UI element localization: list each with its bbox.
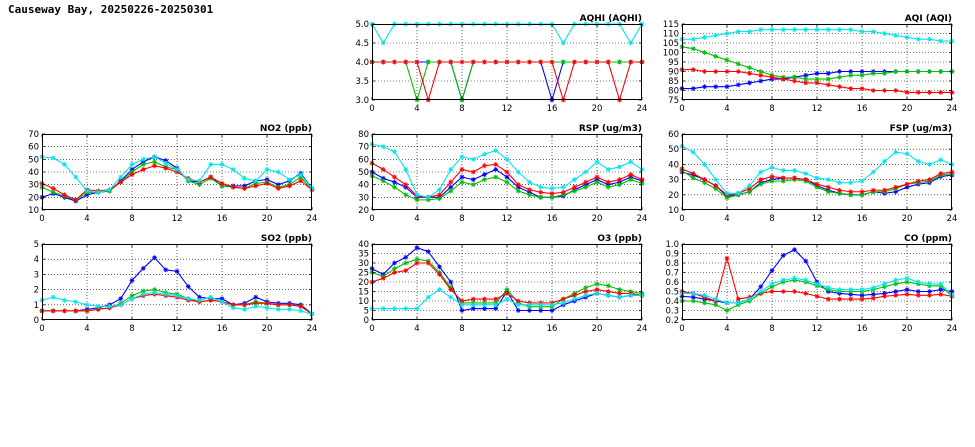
chart-title: AQHI (AQHI) <box>579 14 642 24</box>
svg-text:0.6: 0.6 <box>665 278 679 288</box>
svg-text:0.3: 0.3 <box>665 306 679 317</box>
chart-title: RSP (ug/m3) <box>578 124 642 134</box>
svg-text:24: 24 <box>306 214 318 224</box>
svg-text:60: 60 <box>28 142 39 153</box>
svg-text:0.8: 0.8 <box>665 259 679 269</box>
chart-title: SO2 (ppb) <box>260 234 312 244</box>
svg-text:16: 16 <box>856 104 868 114</box>
svg-text:20: 20 <box>591 324 603 334</box>
svg-text:5.0: 5.0 <box>355 20 369 30</box>
svg-text:0: 0 <box>369 324 375 334</box>
chart-panel-co <box>650 232 960 340</box>
svg-text:3.5: 3.5 <box>355 77 369 87</box>
svg-text:110: 110 <box>662 29 679 40</box>
svg-text:4: 4 <box>724 104 730 114</box>
svg-text:0: 0 <box>679 214 685 224</box>
chart-title: O3 (ppb) <box>597 234 642 244</box>
svg-text:24: 24 <box>946 324 958 334</box>
svg-text:20: 20 <box>901 214 913 224</box>
chart-panel-o3 <box>340 232 650 340</box>
svg-text:16: 16 <box>546 104 558 114</box>
svg-text:5: 5 <box>363 306 369 317</box>
page-title: Causeway Bay, 20250226-20250301 <box>8 3 214 16</box>
svg-text:10: 10 <box>668 206 679 216</box>
svg-text:0: 0 <box>363 316 369 326</box>
svg-text:12: 12 <box>811 214 823 224</box>
svg-text:1: 1 <box>33 300 39 311</box>
svg-text:40: 40 <box>358 180 369 191</box>
svg-text:8: 8 <box>459 214 465 224</box>
svg-text:5: 5 <box>33 240 39 250</box>
svg-text:100: 100 <box>662 48 679 59</box>
svg-text:80: 80 <box>358 130 369 140</box>
svg-text:10: 10 <box>28 206 39 216</box>
svg-text:4.5: 4.5 <box>355 39 369 49</box>
svg-text:50: 50 <box>28 155 39 166</box>
chart-title: NO2 (ppb) <box>259 124 312 134</box>
svg-text:12: 12 <box>501 214 513 224</box>
svg-text:0.9: 0.9 <box>665 249 679 260</box>
svg-text:35: 35 <box>358 249 369 260</box>
svg-text:16: 16 <box>546 324 558 334</box>
svg-text:40: 40 <box>358 240 369 250</box>
svg-text:8: 8 <box>769 104 775 114</box>
svg-text:105: 105 <box>662 39 679 49</box>
svg-text:15: 15 <box>358 287 369 298</box>
svg-text:115: 115 <box>662 20 679 30</box>
svg-text:20: 20 <box>261 214 273 224</box>
svg-text:0: 0 <box>679 104 685 114</box>
svg-text:10: 10 <box>358 297 369 307</box>
svg-text:30: 30 <box>28 180 39 191</box>
svg-text:2: 2 <box>33 285 39 296</box>
svg-text:50: 50 <box>358 168 369 178</box>
svg-text:24: 24 <box>636 214 648 224</box>
svg-text:95: 95 <box>668 58 679 68</box>
svg-text:40: 40 <box>668 160 679 171</box>
svg-text:30: 30 <box>358 193 369 204</box>
svg-text:70: 70 <box>358 142 369 153</box>
svg-text:4: 4 <box>414 324 420 334</box>
svg-text:20: 20 <box>591 214 603 224</box>
svg-text:0.2: 0.2 <box>665 316 679 326</box>
chart-panel-rsp <box>340 122 650 230</box>
svg-text:80: 80 <box>668 86 679 97</box>
svg-text:12: 12 <box>501 104 513 114</box>
svg-text:0: 0 <box>39 324 45 334</box>
chart-panel-no2 <box>10 122 320 230</box>
svg-text:8: 8 <box>129 324 135 334</box>
svg-text:75: 75 <box>668 96 679 106</box>
svg-text:0: 0 <box>679 324 685 334</box>
svg-text:16: 16 <box>546 214 558 224</box>
svg-text:16: 16 <box>856 214 868 224</box>
svg-text:0.4: 0.4 <box>665 297 679 307</box>
svg-text:90: 90 <box>668 67 679 78</box>
svg-text:4: 4 <box>724 324 730 334</box>
svg-text:12: 12 <box>171 324 183 334</box>
svg-text:20: 20 <box>901 104 913 114</box>
svg-text:50: 50 <box>668 145 679 156</box>
svg-text:0.5: 0.5 <box>665 287 679 298</box>
svg-text:12: 12 <box>811 104 823 114</box>
svg-text:3: 3 <box>33 270 39 281</box>
svg-text:0: 0 <box>369 214 375 224</box>
svg-text:12: 12 <box>501 324 513 334</box>
svg-text:20: 20 <box>28 193 39 204</box>
chart-title: FSP (ug/m3) <box>889 124 952 134</box>
svg-text:8: 8 <box>129 214 135 224</box>
chart-title: CO (ppm) <box>904 234 952 244</box>
svg-text:20: 20 <box>358 278 369 288</box>
svg-text:20: 20 <box>591 104 603 114</box>
chart-panel-so2 <box>10 232 320 340</box>
svg-text:12: 12 <box>811 324 823 334</box>
svg-text:24: 24 <box>636 104 648 114</box>
svg-text:1.0: 1.0 <box>665 240 679 250</box>
svg-text:30: 30 <box>358 259 369 269</box>
svg-text:16: 16 <box>856 324 868 334</box>
chart-panel-fsp <box>650 122 960 230</box>
svg-text:20: 20 <box>261 324 273 334</box>
svg-text:4: 4 <box>33 255 39 266</box>
svg-text:4.0: 4.0 <box>355 58 369 68</box>
svg-text:20: 20 <box>358 206 369 216</box>
svg-text:24: 24 <box>946 214 958 224</box>
svg-text:3.0: 3.0 <box>355 96 369 106</box>
svg-text:16: 16 <box>216 214 228 224</box>
svg-text:4: 4 <box>84 214 90 224</box>
svg-text:8: 8 <box>769 324 775 334</box>
svg-text:60: 60 <box>358 155 369 166</box>
svg-text:25: 25 <box>358 268 369 279</box>
svg-text:0: 0 <box>39 214 45 224</box>
svg-text:24: 24 <box>946 104 958 114</box>
svg-text:24: 24 <box>306 324 318 334</box>
chart-title: AQI (AQI) <box>904 14 952 24</box>
svg-text:4: 4 <box>414 214 420 224</box>
svg-text:40: 40 <box>28 168 39 178</box>
chart-panel-aqhi <box>340 12 650 120</box>
svg-text:85: 85 <box>668 77 679 87</box>
svg-text:0.7: 0.7 <box>665 268 679 279</box>
svg-text:0: 0 <box>369 104 375 114</box>
svg-text:16: 16 <box>216 324 228 334</box>
svg-text:4: 4 <box>724 214 730 224</box>
svg-text:60: 60 <box>668 130 679 140</box>
svg-text:70: 70 <box>28 130 39 140</box>
svg-text:12: 12 <box>171 214 183 224</box>
svg-text:24: 24 <box>636 324 648 334</box>
svg-text:4: 4 <box>414 104 420 114</box>
svg-text:20: 20 <box>901 324 913 334</box>
svg-text:8: 8 <box>459 104 465 114</box>
chart-panel-aqi <box>650 12 960 120</box>
svg-text:8: 8 <box>459 324 465 334</box>
svg-text:30: 30 <box>668 175 679 186</box>
svg-text:4: 4 <box>84 324 90 334</box>
svg-text:8: 8 <box>769 214 775 224</box>
svg-text:20: 20 <box>668 190 679 201</box>
svg-text:0: 0 <box>33 316 39 326</box>
